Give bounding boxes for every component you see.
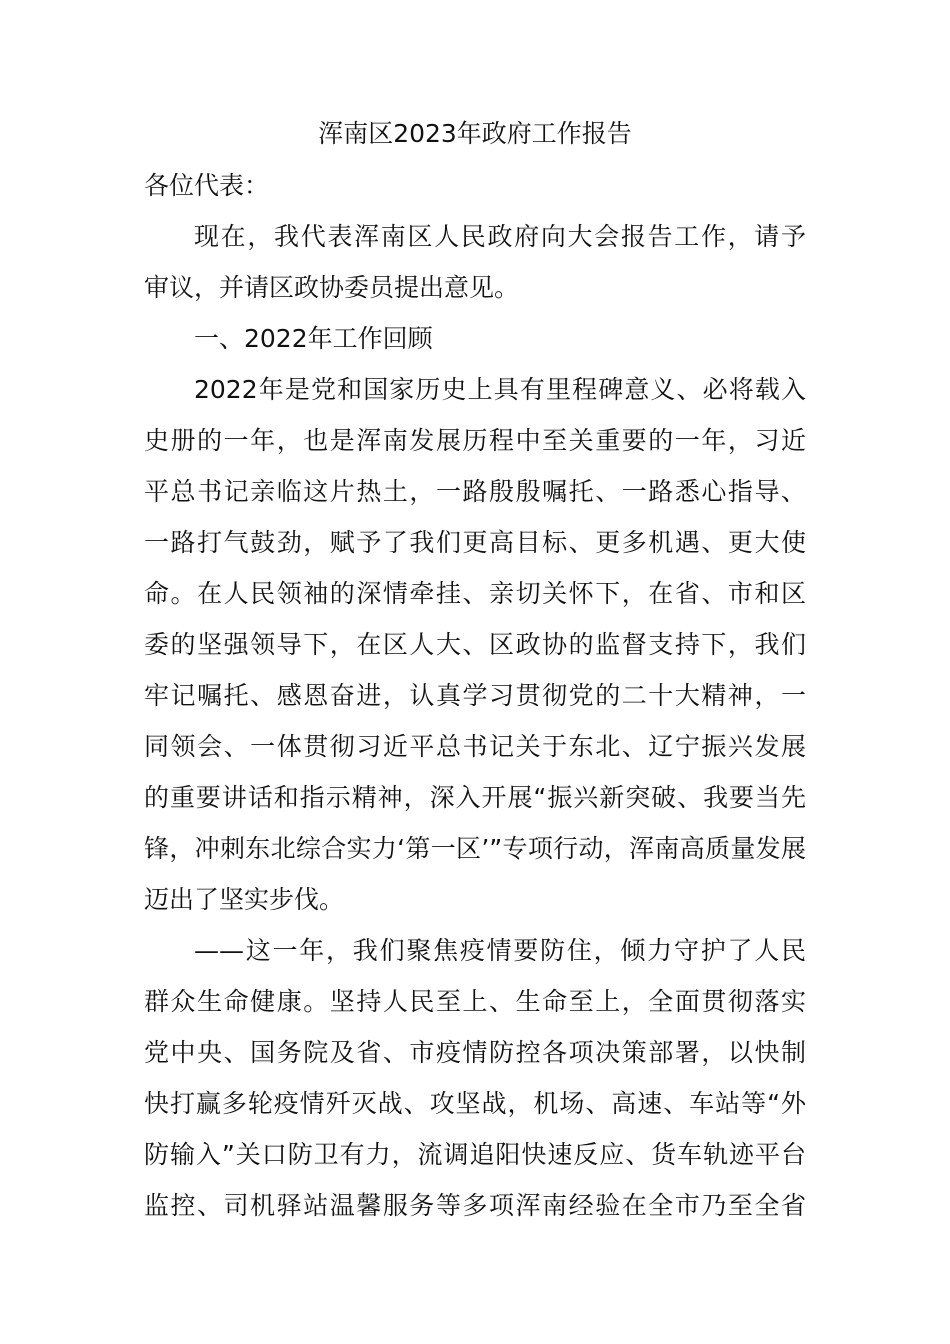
- paragraph-line: 一路打气鼓劲，赋予了我们更高目标、更多机遇、更大使: [144, 528, 806, 557]
- paragraph-line: 2022年是党和国家历史上具有里程碑意义、必将载入: [194, 375, 806, 404]
- paragraph-line: 快打赢多轮疫情歼灭战、攻坚战，机场、高速、车站等“外: [144, 1089, 806, 1118]
- paragraph-line: 现在，我代表浑南区人民政府向大会报告工作，请予: [194, 222, 806, 251]
- paragraph-line: 锋，冲刺东北综合实力‘第一区’”专项行动，浑南高质量发展: [144, 834, 806, 863]
- paragraph-line: 审议，并请区政协委员提出意见。: [144, 273, 520, 302]
- paragraph-line: 的重要讲话和指示精神，深入开展“振兴新突破、我要当先: [144, 783, 806, 812]
- paragraph-line: 防输入”关口防卫有力，流调追阳快速反应、货车轨迹平台: [144, 1140, 806, 1169]
- salutation: 各位代表：: [144, 171, 270, 200]
- paragraph-line: ——这一年，我们聚焦疫情要防住，倾力守护了人民: [194, 936, 806, 965]
- paragraph-line: 平总书记亲临这片热土，一路殷殷嘱托、一路悉心指导、: [144, 477, 806, 506]
- paragraph-line: 牢记嘱托、感恩奋进，认真学习贯彻党的二十大精神，一: [144, 681, 806, 710]
- paragraph-line: 党中央、国务院及省、市疫情防控各项决策部署，以快制: [144, 1038, 806, 1067]
- section-heading: 一、2022年工作回顾: [194, 324, 433, 353]
- paragraph-line: 命。在人民领袖的深情牵挂、亲切关怀下，在省、市和区: [144, 579, 806, 608]
- paragraph-line: 史册的一年，也是浑南发展历程中至关重要的一年，习近: [144, 426, 806, 455]
- paragraph-line: 迈出了坚实步伐。: [144, 885, 345, 914]
- paragraph-line: 委的坚强领导下，在区人大、区政协的监督支持下，我们: [144, 630, 806, 659]
- document-title: 浑南区2023年政府工作报告: [318, 119, 632, 148]
- paragraph-line: 监控、司机驿站温馨服务等多项浑南经验在全市乃至全省: [144, 1191, 806, 1220]
- paragraph-line: 群众生命健康。坚持人民至上、生命至上，全面贯彻落实: [144, 987, 806, 1016]
- paragraph-line: 同领会、一体贯彻习近平总书记关于东北、辽宁振兴发展: [144, 732, 806, 761]
